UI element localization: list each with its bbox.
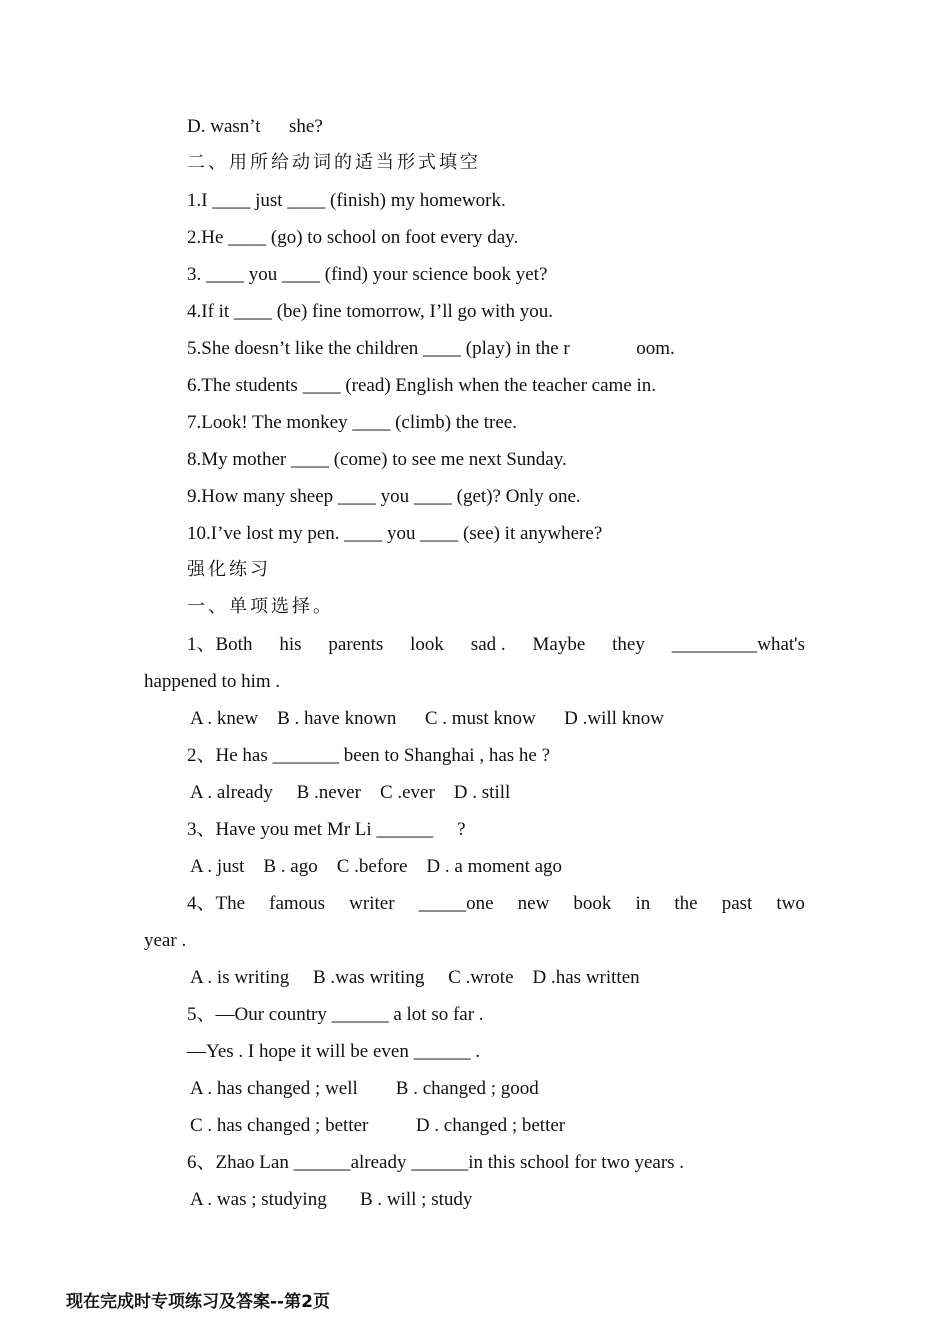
q5-stem-reply: —Yes . I hope it will be even ______ . [187, 1041, 481, 1062]
fill-in-item-4: 4.If it ____ (be) fine tomorrow, I’ll go with you. [187, 301, 554, 322]
q3-stem: 3、Have you met Mr Li ______ ? [187, 819, 466, 840]
fill-in-item-3: 3. ____ you ____ (find) your science book yet? [187, 264, 548, 285]
q4-word: past [721, 893, 753, 914]
q1-stem-cont: happened to him . [144, 671, 281, 692]
q1-word: _________what's [671, 634, 805, 655]
q5-stem: 5、—Our country ______ a lot so far . [187, 1004, 484, 1025]
fill-in-item-5: 5.She doesn’t like the children ____ (play) in the r oom. [187, 338, 675, 359]
q1-word: his [279, 634, 302, 655]
q1-word: parents [328, 634, 384, 655]
fill-in-item-6: 6.The students ____ (read) English when the teacher came in. [187, 375, 657, 396]
q4-word: new [517, 893, 550, 914]
q4-stem [187, 892, 805, 916]
q1-word: Maybe [532, 634, 586, 655]
q4-word: writer [349, 893, 395, 914]
q2-stem: 2、He has _______ been to Shanghai , has he ? [187, 745, 551, 766]
mc-heading: 一、单项选择。 [187, 596, 334, 617]
q1-options: A . knew B . have known C . must know D .will know [190, 708, 664, 729]
q4-stem-cont: year . [144, 930, 187, 951]
q3-options: A . just B . ago C .before D . a moment ago [190, 856, 563, 877]
q1-word: 1、Both [187, 634, 253, 655]
section1-tail: D. wasn’t she? [187, 116, 323, 137]
q6-options: A . was ; studying B . will ; study [190, 1189, 473, 1210]
practice-heading: 强化练习 [187, 559, 271, 580]
q5-options-ab: A . has changed ; well B . changed ; good [190, 1078, 539, 1099]
q1-stem [187, 633, 805, 657]
fill-in-item-1: 1.I ____ just ____ (finish) my homework. [187, 190, 506, 211]
fill-in-item-8: 8.My mother ____ (come) to see me next Sunday. [187, 449, 567, 470]
q6-stem: 6、Zhao Lan ______already ______in this school for two years . [187, 1152, 685, 1173]
fill-in-item-2: 2.He ____ (go) to school on foot every day. [187, 227, 519, 248]
q4-word: famous [269, 893, 326, 914]
q4-options: A . is writing B .was writing C .wrote D .has written [190, 967, 640, 988]
q4-word: the [674, 893, 698, 914]
q4-word: in [635, 893, 651, 914]
q1-word: look [410, 634, 444, 655]
q4-word: book [573, 893, 612, 914]
q5-options-cd: C . has changed ; better D . changed ; better [190, 1115, 566, 1136]
fill-in-item-10: 10.I’ve lost my pen. ____ you ____ (see) it anywhere? [187, 523, 603, 544]
q4-word: _____one [418, 893, 494, 914]
fill-in-item-7: 7.Look! The monkey ____ (climb) the tree. [187, 412, 517, 433]
section2-heading: 二、用所给动词的适当形式填空 [187, 152, 481, 173]
q1-word: they [612, 634, 645, 655]
q2-options: A . already B .never C .ever D . still [190, 782, 511, 803]
fill-in-item-9: 9.How many sheep ____ you ____ (get)? Only one. [187, 486, 581, 507]
q4-word: two [776, 893, 805, 914]
q4-word: 4、The [187, 893, 246, 914]
page-footer: 现在完成时专项练习及答案--第2页 [66, 1292, 330, 1312]
q1-word: sad . [470, 634, 506, 655]
